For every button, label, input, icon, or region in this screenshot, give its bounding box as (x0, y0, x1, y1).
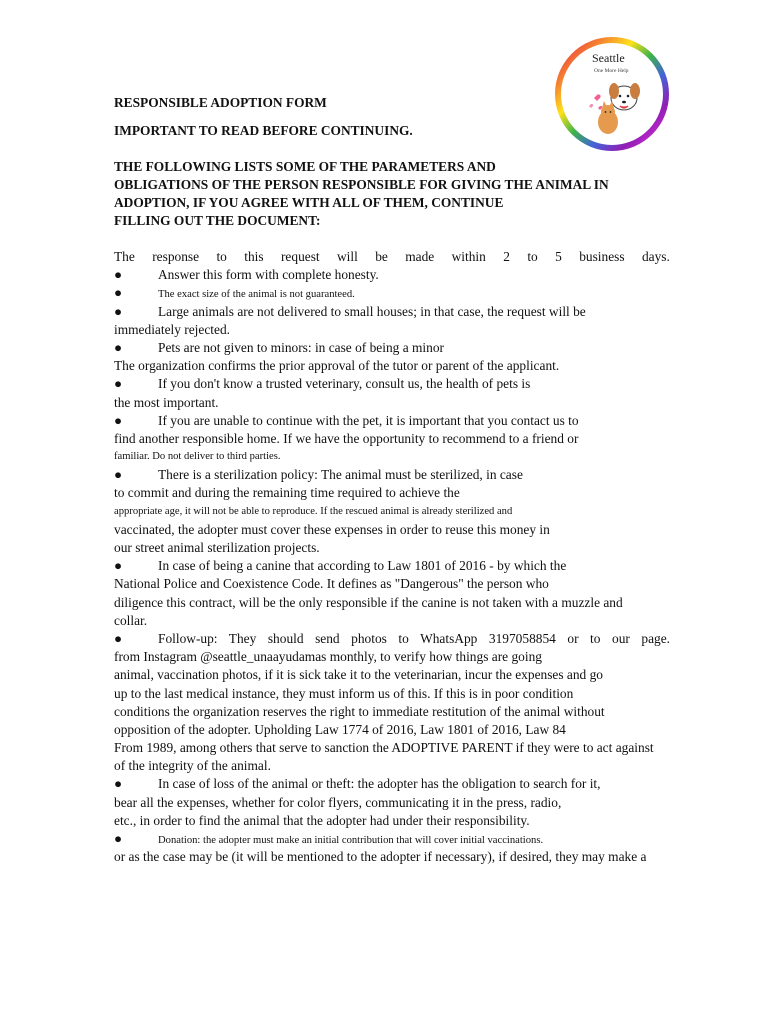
bullet-icon: ● (114, 412, 123, 428)
list-item-line: or as the case may be (it will be mentioned to the adopter if necessary), if desired, they may make a (114, 849, 647, 865)
parameters-heading (114, 158, 609, 230)
response-word: business (579, 249, 625, 264)
logo-graphic (554, 36, 670, 152)
list-item-first-line (114, 412, 670, 430)
list-item (114, 412, 670, 467)
response-word: The (114, 249, 135, 264)
list-item (114, 284, 670, 302)
bullet-icon: ● (114, 303, 123, 319)
list-item-first-line (114, 830, 670, 848)
list-item-text: Follow-up: They should send photos to WhatsApp 3197058854 or to our page. (158, 630, 670, 646)
list-item-line: immediately rejected. (114, 321, 230, 337)
heading-line: ADOPTION, IF YOU AGREE WITH ALL OF THEM, CONTINUE (114, 195, 504, 210)
list-item-first-line (114, 775, 670, 793)
list-item-first-line (114, 284, 670, 302)
list-item-text: If you don't know a trusted veterinary, consult us, the health of pets is (158, 376, 531, 392)
list-item-line: the most important. (114, 394, 219, 410)
list-item-text: If you are unable to continue with the pet, it is important that you contact us to (158, 412, 579, 428)
list-item-text: In case of loss of the animal or theft: the adopter has the obligation to search for it, (158, 776, 601, 792)
important-notice: IMPORTANT TO READ BEFORE CONTINUING. (114, 123, 413, 138)
list-item-text: Large animals are not delivered to small houses; in that case, the request will be (158, 303, 586, 319)
list-item (114, 557, 670, 630)
response-word: will (337, 249, 358, 264)
response-word: to (527, 249, 538, 264)
document-body (114, 248, 670, 866)
response-word: days. (641, 249, 670, 264)
list-item-line: opposition of the adopter. Upholding Law 1774 of 2016, Law 1801 of 2016, Law 84 (114, 721, 566, 737)
bullet-icon: ● (114, 339, 123, 355)
list-item (114, 630, 670, 776)
response-word: this (244, 249, 264, 264)
list-item (114, 830, 670, 866)
list-item-text: There is a sterilization policy: The animal must be sterilized, in case (158, 467, 523, 483)
response-word: be (375, 249, 388, 264)
response-word: 2 (503, 249, 510, 264)
list-item-line: animal, vaccination photos, if it is sick take it to the veterinarian, incur the expenses and go (114, 667, 603, 683)
list-item-line: familiar. Do not deliver to third parties. (114, 451, 281, 463)
list-item-line: our street animal sterilization projects. (114, 540, 320, 555)
list-item (114, 266, 670, 284)
bullet-icon: ● (114, 285, 123, 301)
logo-subtitle: One More Help (594, 68, 629, 74)
response-word: request (280, 249, 320, 264)
list-item-line: vaccinated, the adopter must cover these expenses in order to reuse this money in (114, 521, 550, 537)
list-item (114, 375, 670, 411)
list-item-first-line (114, 375, 670, 393)
list-item-first-line (114, 339, 670, 357)
bullet-icon: ● (114, 467, 123, 483)
list-item (114, 775, 670, 830)
list-item-line: of the integrity of the animal. (114, 758, 271, 774)
bullet-icon: ● (114, 376, 123, 392)
bullet-icon: ● (114, 776, 123, 792)
list-item-line: to commit and during the remaining time required to achieve the (114, 485, 460, 501)
heading-line: FILLING OUT THE DOCUMENT: (114, 213, 321, 228)
logo-title: Seattle (592, 51, 625, 65)
bullet-icon: ● (114, 267, 123, 283)
response-word: response (152, 249, 200, 264)
response-time-line (114, 248, 670, 266)
list-item (114, 339, 670, 375)
response-word: made (405, 249, 435, 264)
bullet-icon: ● (114, 831, 123, 846)
list-item-line: collar. (114, 612, 148, 628)
list-item-text: Donation: the adopter must make an initial contribution that will cover initial vaccinations. (158, 835, 544, 846)
list-item-line: up to the last medical instance, they must inform us of this. If this is in poor condition (114, 685, 574, 701)
response-word: within (451, 249, 486, 264)
list-item-text: Pets are not given to minors: in case of being a minor (158, 339, 444, 355)
list-item-text: In case of being a canine that according to Law 1801 of 2016 - by which the (158, 558, 567, 574)
list-item-line: bear all the expenses, whether for color flyers, communicating it in the press, radio, (114, 794, 562, 810)
list-item-line: diligence this contract, will be the only responsible if the canine is not taken with a muzzle and (114, 594, 623, 610)
list-item-line: National Police and Coexistence Code. It defines as "Dangerous" the person who (114, 576, 549, 592)
list-item-first-line (114, 266, 670, 284)
list-item-line: From 1989, among others that serve to sanction the ADOPTIVE PARENT if they were to act against (114, 740, 654, 756)
list-item-first-line (114, 466, 670, 484)
list-item-text: Answer this form with complete honesty. (158, 267, 379, 283)
list-item-text: The exact size of the animal is not guaranteed. (158, 289, 355, 301)
list-item-first-line (114, 630, 670, 648)
list-item-line: appropriate age, it will not be able to reproduce. If the rescued animal is already sterilized and (114, 505, 513, 517)
list-item-first-line (114, 303, 670, 321)
bullet-icon: ● (114, 558, 123, 574)
list-item-line: from Instagram @seattle_unaayudamas monthly, to verify how things are going (114, 649, 542, 665)
form-title: RESPONSIBLE ADOPTION FORM (114, 95, 327, 110)
list-item-first-line (114, 557, 670, 575)
list-item-line: conditions the organization reserves the right to immediate restitution of the animal without (114, 703, 605, 719)
heading-line: OBLIGATIONS OF THE PERSON RESPONSIBLE FOR GIVING THE ANIMAL IN (114, 177, 609, 192)
response-word: to (216, 249, 227, 264)
bullet-icon: ● (114, 630, 123, 646)
list-item-line: etc., in order to find the animal that the adopter had under their responsibility. (114, 812, 530, 828)
list-item (114, 466, 670, 557)
list-item (114, 303, 670, 339)
list-item-line: The organization confirms the prior approval of the tutor or parent of the applicant. (114, 358, 560, 374)
response-word: 5 (555, 249, 562, 264)
seattle-logo (554, 36, 670, 152)
list-item-line: find another responsible home. If we have the opportunity to recommend to a friend or (114, 430, 579, 446)
heading-line: THE FOLLOWING LISTS SOME OF THE PARAMETERS AND (114, 159, 496, 174)
